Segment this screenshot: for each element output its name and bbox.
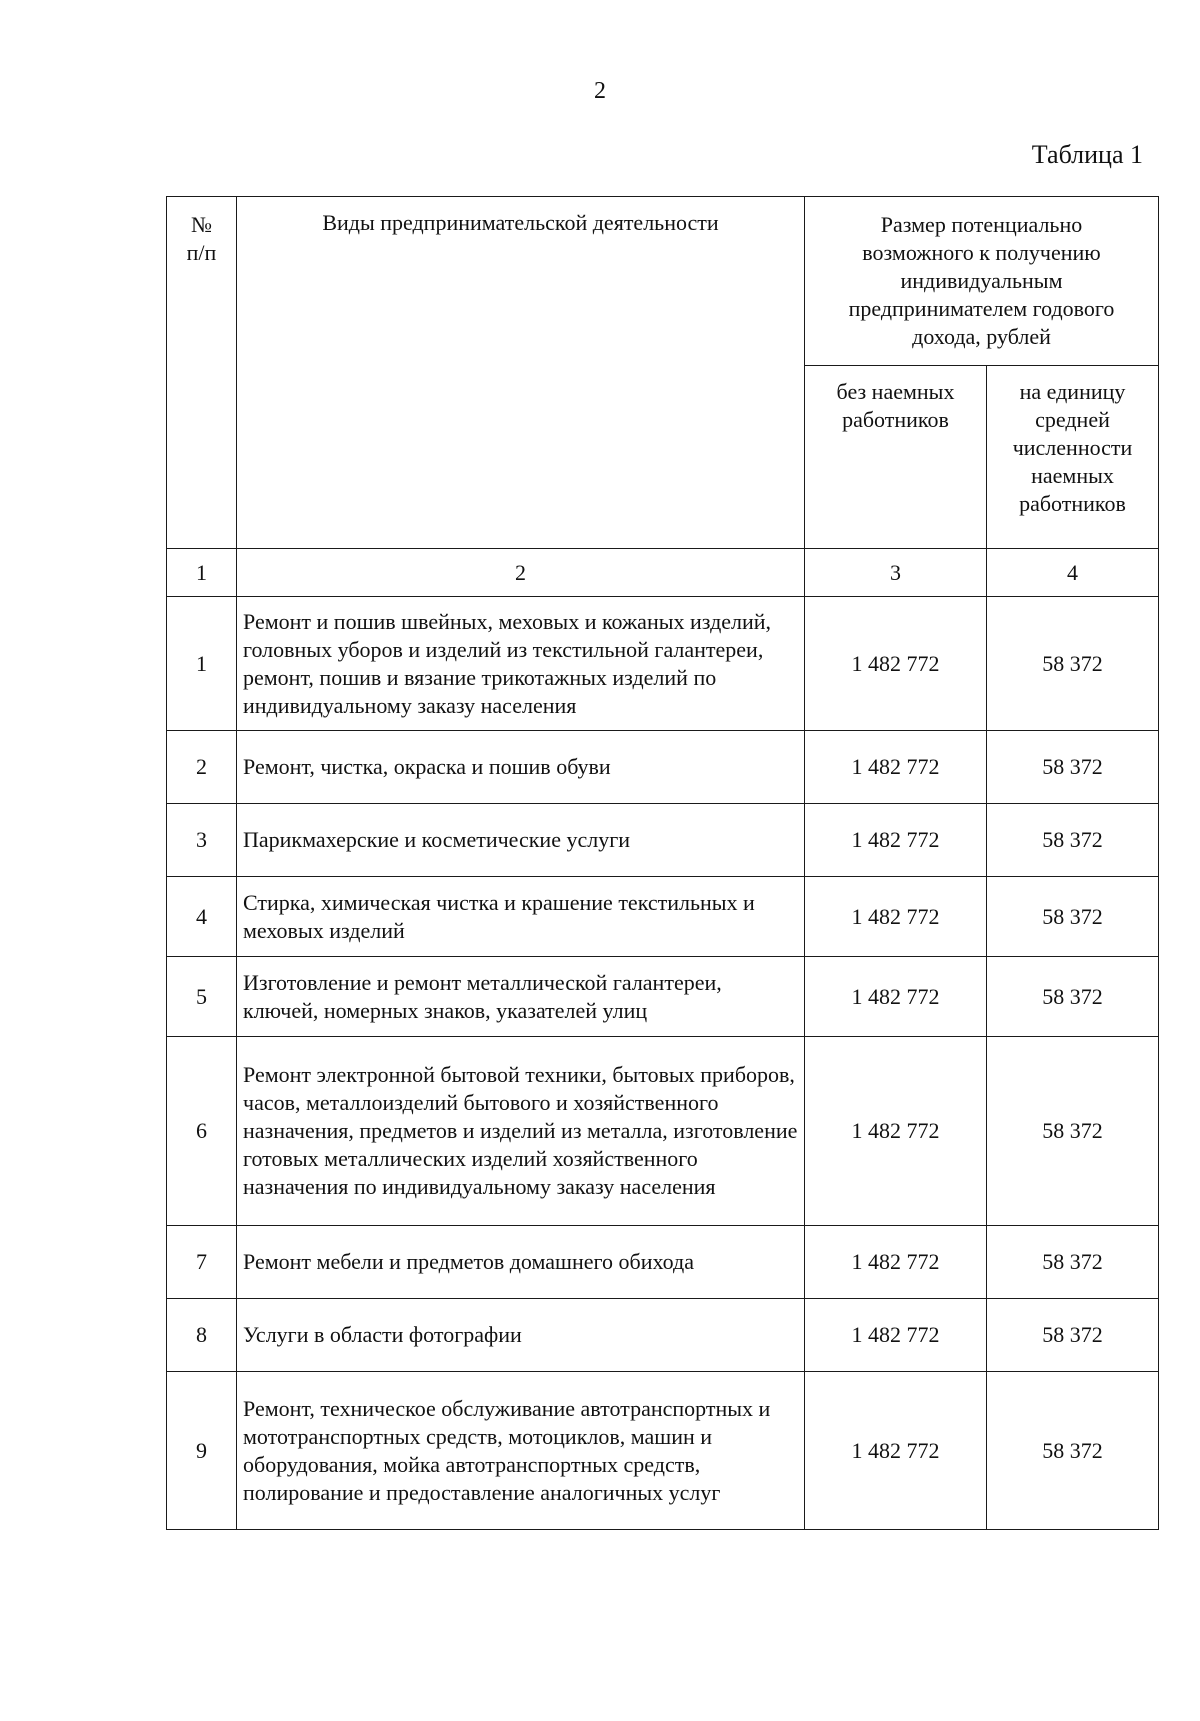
row-activity: Ремонт электронной бытовой техники, бытовых приборов, часов, металлоизделий бытового и хозяйственного назначения, предметов и изделий из металла, изготовление готовых металлических изделий хозяйственного назначения по индивидуальному заказу населения <box>237 1037 805 1226</box>
row-activity: Ремонт мебели и предметов домашнего обихода <box>237 1226 805 1299</box>
row-without-employees: 1 482 772 <box>805 731 987 804</box>
header-activity: Виды предпринимательской деятельности <box>237 197 805 549</box>
row-per-employee: 58 372 <box>987 1226 1159 1299</box>
row-num: 5 <box>167 957 237 1037</box>
row-activity: Ремонт, чистка, окраска и пошив обуви <box>237 731 805 804</box>
row-activity: Парикмахерские и косметические услуги <box>237 804 805 877</box>
table-row <box>167 1372 1159 1530</box>
row-activity: Изготовление и ремонт металлической галантереи, ключей, номерных знаков, указателей улиц <box>237 957 805 1037</box>
row-without-employees: 1 482 772 <box>805 1372 987 1530</box>
table-row <box>167 804 1159 877</box>
header-without-employees: без наемных работников <box>805 366 987 549</box>
row-without-employees: 1 482 772 <box>805 597 987 731</box>
column-index: 4 <box>987 549 1159 597</box>
row-per-employee: 58 372 <box>987 957 1159 1037</box>
row-num: 2 <box>167 731 237 804</box>
row-per-employee: 58 372 <box>987 1299 1159 1372</box>
row-per-employee: 58 372 <box>987 1372 1159 1530</box>
row-without-employees: 1 482 772 <box>805 957 987 1037</box>
row-num: 1 <box>167 597 237 731</box>
table-row <box>167 1226 1159 1299</box>
row-activity: Стирка, химическая чистка и крашение текстильных и меховых изделий <box>237 877 805 957</box>
column-index: 3 <box>805 549 987 597</box>
header-per-employee: на единицу средней численности наемных работников <box>987 366 1159 549</box>
row-activity: Услуги в области фотографии <box>237 1299 805 1372</box>
table-row <box>167 597 1159 731</box>
column-index: 2 <box>237 549 805 597</box>
income-table <box>166 196 1159 1530</box>
table-row <box>167 1299 1159 1372</box>
row-per-employee: 58 372 <box>987 804 1159 877</box>
row-num: 4 <box>167 877 237 957</box>
row-num: 8 <box>167 1299 237 1372</box>
row-per-employee: 58 372 <box>987 731 1159 804</box>
row-activity: Ремонт, техническое обслуживание автотранспортных и мототранспортных средств, мотоциклов, машин и оборудования, мойка автотранспортных средств, полирование и предоставление аналогичных услуг <box>237 1372 805 1530</box>
column-index: 1 <box>167 549 237 597</box>
table-row <box>167 731 1159 804</box>
row-num: 7 <box>167 1226 237 1299</box>
row-per-employee: 58 372 <box>987 877 1159 957</box>
row-per-employee: 58 372 <box>987 1037 1159 1226</box>
row-without-employees: 1 482 772 <box>805 1226 987 1299</box>
row-without-employees: 1 482 772 <box>805 1299 987 1372</box>
row-activity: Ремонт и пошив швейных, меховых и кожаных изделий, головных уборов и изделий из текстильной галантереи, ремонт, пошив и вязание трикотажных изделий по индивидуальному заказу населения <box>237 597 805 731</box>
row-num: 6 <box>167 1037 237 1226</box>
page-number: 2 <box>594 78 606 104</box>
row-num: 3 <box>167 804 237 877</box>
table-caption: Таблица 1 <box>1031 140 1143 169</box>
column-index-row <box>167 549 1159 597</box>
header-income-size: Размер потенциально возможного к получению индивидуальным предпринимателем годового дохода, рублей <box>805 197 1159 366</box>
row-per-employee: 58 372 <box>987 597 1159 731</box>
row-num: 9 <box>167 1372 237 1530</box>
table-row <box>167 957 1159 1037</box>
table-row <box>167 1037 1159 1226</box>
header-num: № п/п <box>167 197 237 549</box>
row-without-employees: 1 482 772 <box>805 1037 987 1226</box>
row-without-employees: 1 482 772 <box>805 877 987 957</box>
row-without-employees: 1 482 772 <box>805 804 987 877</box>
table-row <box>167 877 1159 957</box>
